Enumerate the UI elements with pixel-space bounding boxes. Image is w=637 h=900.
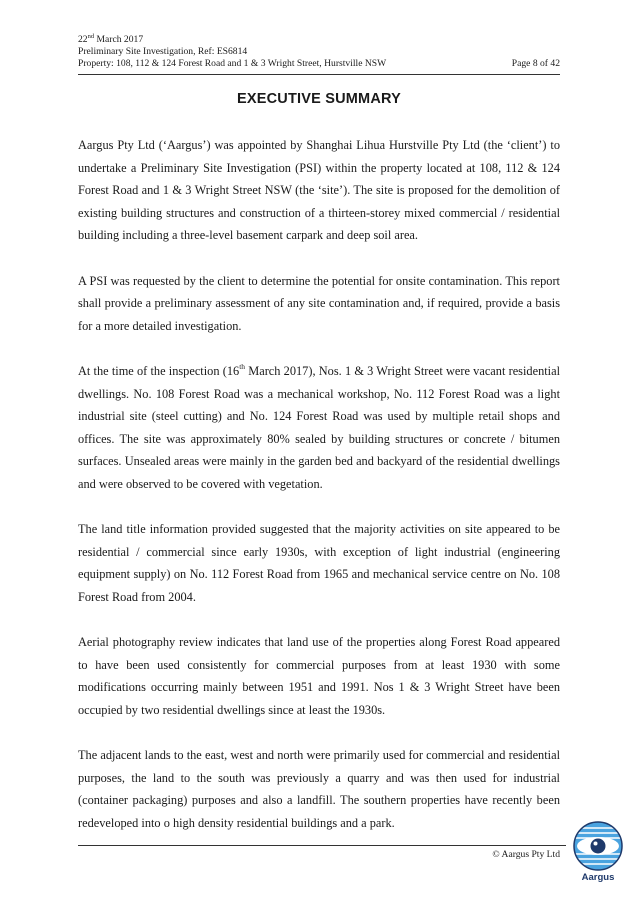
summary-body: [78, 134, 560, 857]
aargus-logo: [572, 820, 624, 888]
header-date: 22nd March 2017: [78, 33, 144, 45]
paragraph-purpose: A PSI was requested by the client to determine the potential for onsite contamination. This report shall provide a preliminary assessment of any site contamination and, if required, provide a basis for a more detailed investigation.: [78, 273, 560, 333]
header-report-ref: Preliminary Site Investigation, Ref: ES6814: [78, 46, 248, 57]
footer-divider: [78, 845, 566, 846]
globe-eye-icon: [572, 820, 624, 872]
paragraph-appointment: Aargus Pty Ltd (‘Aargus’) was appointed by Shanghai Lihua Hurstville Pty Ltd (the ‘client’) to undertake a Preliminary Site Investigation (PSI) within the property located at 108, 112 & 124 Forest Road and 1 & 3 Wright Street NSW (the ‘site’). The site is proposed for the demolition of existing building structures and construction of a thirteen-storey mixed commercial / residential building including a three-level basement carpark and deep soil area.: [78, 138, 560, 243]
page-title: EXECUTIVE SUMMARY: [237, 91, 401, 107]
header-divider: [78, 74, 560, 75]
header-property-row: [78, 58, 560, 70]
paragraph-land-title: The land title information provided suggested that the majority activities on site appeared to be residential / commercial since early 1930s, with exception of light industrial (engineering equipment supply) on No. 112 Forest Road from 1965 and mechanical service centre on No. 108 Forest Road from 2004.: [78, 522, 560, 604]
logo-eye-highlight: [594, 842, 598, 846]
paragraph-adjacent-lands: The adjacent lands to the east, west and north were primarily used for commercial and residential purposes, the land to the south was previously a quarry and was then used for industrial (container packaging) purposes and also a landfill. The southern properties have recently been redeveloped into o high density residential buildings and a park.: [78, 748, 560, 830]
paragraph-inspection: At the time of the inspection (16th March 2017), Nos. 1 & 3 Wright Street were vacant residential dwellings. No. 108 Forest Road was a mechanical workshop, No. 112 Forest Road was a light industrial site (steel cutting) and No. 124 Forest Road was used by multiple retail shops and offices. The site was approximately 80% sealed by building structures or concrete / bitumen surfaces. Unsealed areas were mainly in the garden bed and backyard of the residential dwellings and were observed to be covered with vegetation.: [78, 361, 561, 491]
footer-copyright: © Aargus Pty Ltd: [492, 849, 560, 860]
header-property: Property: 108, 112 & 124 Forest Road and 1 & 3 Wright Street, Hurstville NSW: [78, 58, 387, 69]
page-number: Page 8 of 42: [511, 58, 560, 69]
logo-eye-iris: [591, 839, 606, 854]
page-header: [78, 34, 560, 70]
paragraph-aerial-photography: Aerial photography review indicates that land use of the properties along Forest Road appeared to have been used consistently for commercial purposes from at least 1930 with some modifications occurring mainly between 1951 and 1991. Nos 1 & 3 Wright Street have been occupied by two residential dwellings since at least the 1930s.: [78, 635, 560, 717]
logo-wordmark: Aargus: [581, 872, 615, 883]
